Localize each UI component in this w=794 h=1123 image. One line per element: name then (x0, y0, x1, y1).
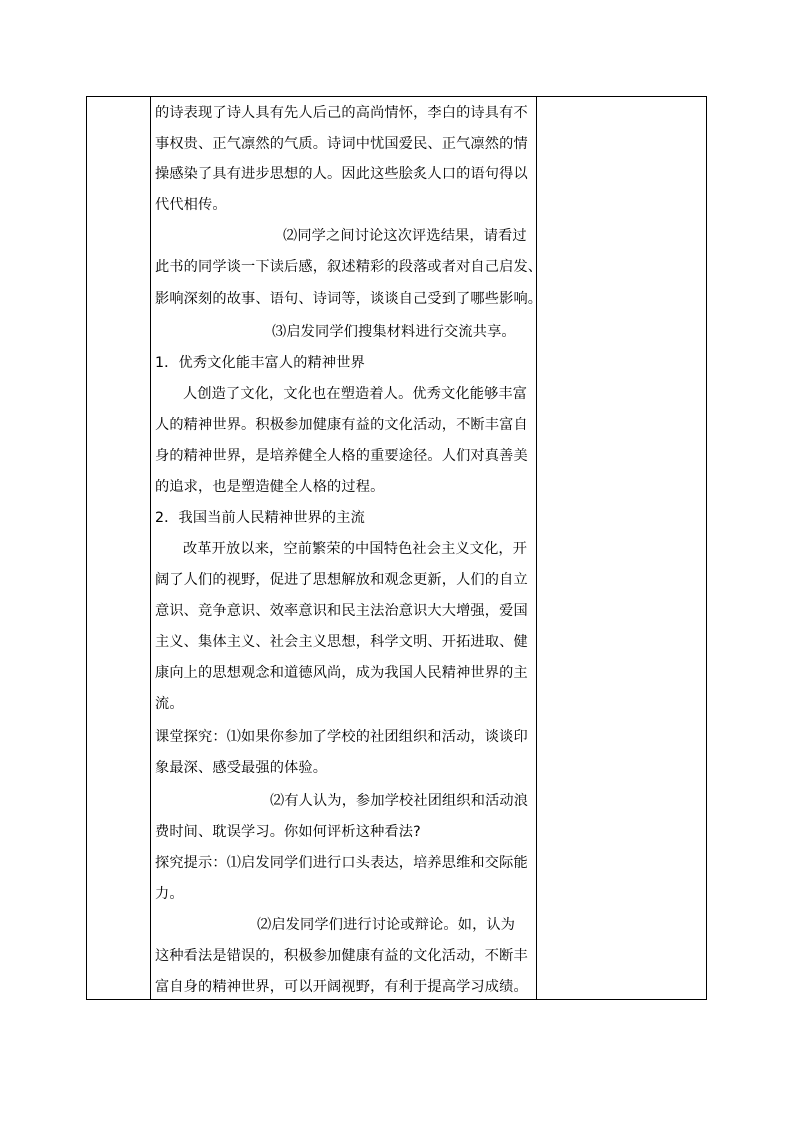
section-heading: 1．优秀文化能丰富人的精神世界 (155, 355, 365, 371)
section-heading: 2．我国当前人民精神世界的主流 (155, 510, 365, 526)
text-line: 影响深刻的故事、语句、诗词等，谈谈自己受到了哪些影响。 (155, 291, 543, 307)
text-line: 这种看法是错误的，积极参加健康有益的文化活动，不断丰 (155, 948, 528, 964)
column-divider-right (536, 97, 537, 999)
text-line: 象最深、感受最强的体验。 (155, 760, 328, 776)
text-line: 人创造了文化，文化也在塑造着人。优秀文化能够丰富 (183, 386, 528, 402)
text-line: 人的精神世界。积极参加健康有益的文化活动，不断丰富自 (155, 417, 528, 433)
text-line: 康向上的思想观念和道德风尚，成为我国人民精神世界的主 (155, 665, 528, 681)
text-line: 身的精神世界，是培养健全人格的重要途径。人们对真善美 (155, 448, 528, 464)
text-line: ⑵启发同学们进行讨论或辩论。如，认为 (257, 917, 516, 933)
text-line: ⑶启发同学们搜集材料进行交流共享。 (272, 324, 516, 340)
text-line: 费时间、耽误学习。你如何评析这种看法? (155, 824, 421, 840)
text-line: 探究提示：⑴启发同学们进行口头表达，培养思维和交际能 (155, 855, 528, 871)
text-line: 富自身的精神世界，可以开阔视野，有利于提高学习成绩。 (155, 979, 528, 995)
text-line: 操感染了具有进步思想的人。因此这些脍炙人口的语句得以 (155, 166, 528, 182)
text-line: 课堂探究：⑴如果你参加了学校的社团组织和活动，谈谈印 (155, 729, 528, 745)
text-line: 流。 (155, 696, 184, 712)
text-line: 力。 (155, 886, 184, 902)
text-line: 意识、竞争意识、效率意识和民主法治意识大大增强，爱国 (155, 603, 528, 619)
text-line: 主义、集体主义、社会主义思想，科学文明、开拓进取、健 (155, 634, 528, 650)
text-line: 改革开放以来，空前繁荣的中国特色社会主义文化，开 (183, 541, 528, 557)
text-line: 代代相传。 (155, 197, 227, 213)
text-line: ⑵有人认为，参加学校社团组织和活动浪 (270, 793, 529, 809)
text-line: 事权贵、正气凛然的气质。诗词中忧国爱民、正气凛然的情 (155, 136, 528, 152)
text-line: 此书的同学谈一下读后感，叙述精彩的段落或者对自己启发、 (155, 259, 543, 275)
text-line: 的诗表现了诗人具有先人后己的高尚情怀，李白的诗具有不 (155, 105, 528, 121)
text-line: 阔了人们的视野，促进了思想解放和观念更新，人们的自立 (155, 572, 528, 588)
column-divider-left (150, 97, 151, 999)
text-line: 的追求，也是塑造健全人格的过程。 (155, 479, 385, 495)
text-line: ⑵同学之间讨论这次评选结果，请看过 (283, 228, 527, 244)
